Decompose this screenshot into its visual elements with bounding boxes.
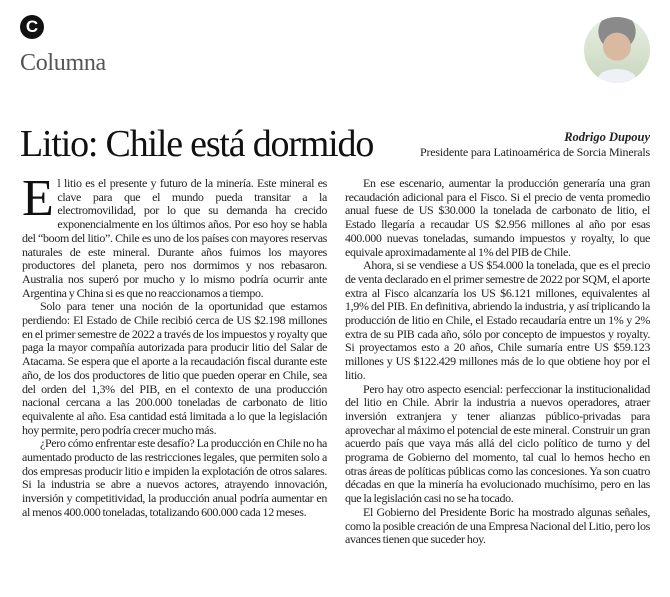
article-column-left xyxy=(22,170,327,520)
author-photo xyxy=(584,17,650,83)
paragraph: ¿Pero cómo enfrentar este desafío? La producción en Chile no ha aumentado producto de las restricciones legales, que permiten solo a dos empresas producir litio e impiden la explotación de otros salares. Si la industria se abre a nuevos actores, atrayendo innovación, inversión y competitividad, la producción anual podría aumentar en al menos 400.000 toneladas, totalizando 600.000 cada 12 meses. xyxy=(22,436,327,519)
paragraph: Pero hay otro aspecto esencial: perfeccionar la institucionalidad del litio en Chile. Abrir la industria a nuevos operadores, atraer inversión extranjera y tener alianzas público-privadas para aprovechar al máximo el potencial de este mineral. Construir un gran acuerdo país que vaya más allá del ciclo político de turno y del programa de Gobierno del momento, tal cual lo hemos hecho en otras áreas de políticas públicas como las concesiones. Ya son cuatro décadas en que la minería ha evolucionado muchísimo, pero en las que la legislación casi no se ha tocado. xyxy=(345,381,650,506)
article-title: Litio: Chile está dormido xyxy=(20,123,374,165)
section-label: Columna xyxy=(20,50,106,76)
paragraph: Solo para tener una noción de la oportunidad que estamos perdiendo: El Estado de Chile recibió cerca de US $2.198 millones en el primer semestre de 2022 a través de los impuestos y royalty que paga la mayor compañía autorizada para producir litio del Salar de Atacama. Se espera que el aporte a la recaudación fiscal durante este año, de los dos productores de litio que pueden operar en Chile, sea del orden del 1,3% del PIB, en el contexto de una producción nacional cercana a las 200.000 toneladas de carbonato de litio equivalente al año. Esa cantidad está limitada a lo que la legislación hoy permite, pero podría crecer mucho más. xyxy=(22,299,327,437)
paragraph: El Gobierno del Presidente Boric ha mostrado algunas señales, como la posible creación de una Empresa Nacional del Litio, pero los avances tienen que suceder hoy. xyxy=(345,504,650,547)
author-role: Presidente para Latinoamérica de Sorcia Minerals xyxy=(420,145,650,159)
article-column-right xyxy=(345,177,650,547)
paragraph: El litio es el presente y futuro de la minería. Este mineral es clave para que el mundo pueda transitar a la electromovilidad, por lo que su demanda ha crecido exponencialmente en los últimos años. Por eso hoy se habla del “boom del litio”. Chile es uno de los países con mayores reservas naturales de este mineral. Durante años fuimos los mayores productores del planeta, pero nos dormimos y nos rebasaron. Australia nos superó por mucho y lo mismo podría ocurrir ante Argentina y China si es que no reaccionamos a tiempo. xyxy=(22,170,327,300)
paragraph: Ahora, si se vendiese a US $54.000 la tonelada, que es el precio de venta declarado en el primer semestre de 2022 por SQM, el aporte extra al Fisco alcanzaría los US $6.121 millones, equivalentes al 1,9% del PIB. En definitiva, abriendo la industria, y así triplicando la producción de litio en Chile, el Estado recaudaría entre un 1% y 2% extra de su PIB cada año, sólo por concepto de impuestos y royalty. Si proyectamos esto a 20 años, Chile sumaría entre US $59.123 millones y US $122.429 millones más de lo que obtiene hoy por el litio. xyxy=(345,258,650,382)
author-name: Rodrigo Dupouy xyxy=(564,130,650,144)
paragraph: En ese escenario, aumentar la producción generaría una gran recaudación adicional para el Fisco. Si el precio de venta promedio anual fuese de US $30.000 la tonelada de carbonato de litio, el Estado llegaría a recaudar US $2.956 millones al año por esas 400.000 nuevas toneladas, sumando impuestos y royalty, lo que equivale aproximadamente al 1% del PIB de Chile. xyxy=(345,176,650,259)
drop-cap: E xyxy=(22,170,54,227)
section-logo: C xyxy=(20,15,44,39)
